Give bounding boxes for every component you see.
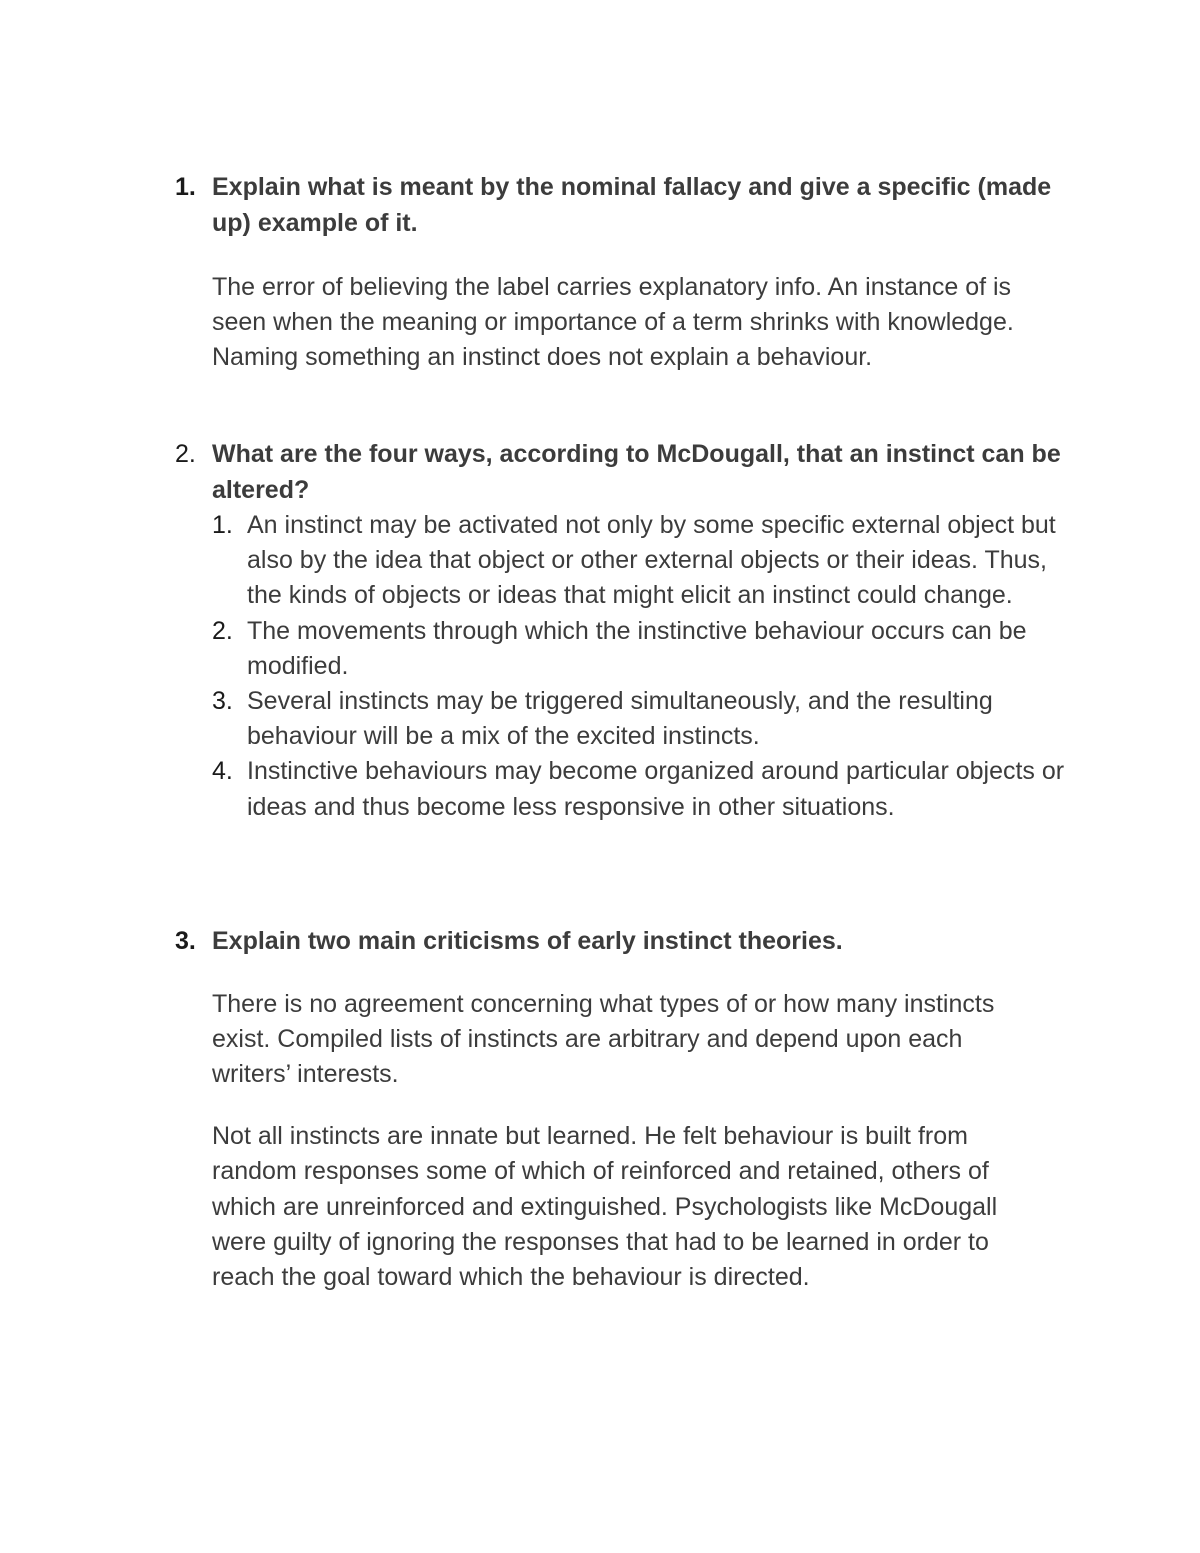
answer-paragraph: There is no agreement concerning what types of or how many instincts exist. Compiled lists of instincts are arbitrary and depend upon each writers’ interests. — [212, 989, 995, 1088]
list-item-text: Instinctive behaviours may become organized around particular objects or ideas and thus become less responsive in other situations. — [247, 757, 1065, 821]
list-item-number: 1. — [212, 511, 233, 539]
list-item-number: 2. — [212, 616, 233, 645]
question-title: Explain what is meant by the nominal fallacy and give a specific (made up) example of it. — [212, 173, 1052, 237]
question-number: 3. — [175, 927, 196, 955]
question-title: What are the four ways, according to McDougall, that an instinct can be altered? — [212, 440, 1061, 504]
list-item-text: Several instincts may be triggered simultaneously, and the resulting behaviour will be a mix of the excited instincts. — [247, 687, 993, 751]
question-3-heading — [175, 924, 1065, 960]
question-1-heading — [175, 170, 1065, 241]
question-2 — [175, 437, 1065, 825]
list-item — [212, 508, 1065, 614]
question-2-heading — [175, 437, 1065, 508]
question-1 — [175, 170, 1065, 376]
list-item-number: 3. — [212, 687, 233, 716]
answer-paragraph: The error of believing the label carries explanatory info. An instance of is seen when the meaning or importance of a term shrinks with knowledge. Naming something an instinct does not explain a behaviour. — [212, 273, 1014, 372]
list-item — [212, 684, 1065, 754]
answer-paragraph: Not all instincts are innate but learned. He felt behaviour is built from random responses some of which of reinforced and retained, others of which are unreinforced and extinguished. Psychologists like McDougall were guilty of ignoring the responses that had to be learned in order to reach the goal toward which the behaviour is directed. — [212, 1122, 998, 1291]
question-number: 2. — [175, 440, 196, 468]
question-number: 1. — [175, 173, 196, 201]
list-item-text: The movements through which the instinctive behaviour occurs can be modified. — [247, 616, 1027, 680]
question-3 — [175, 924, 1065, 1295]
list-item-text: An instinct may be activated not only by some specific external object but also by the idea that object or other external objects or their ideas. Thus, the kinds of objects or ideas that might elicit an instinct could change. — [247, 511, 1056, 610]
sub-list — [212, 508, 1065, 825]
list-item — [212, 614, 1065, 684]
question-title: Explain two main criticisms of early instinct theories. — [212, 927, 843, 955]
list-item-number: 4. — [212, 757, 233, 786]
list-item — [212, 754, 1065, 824]
